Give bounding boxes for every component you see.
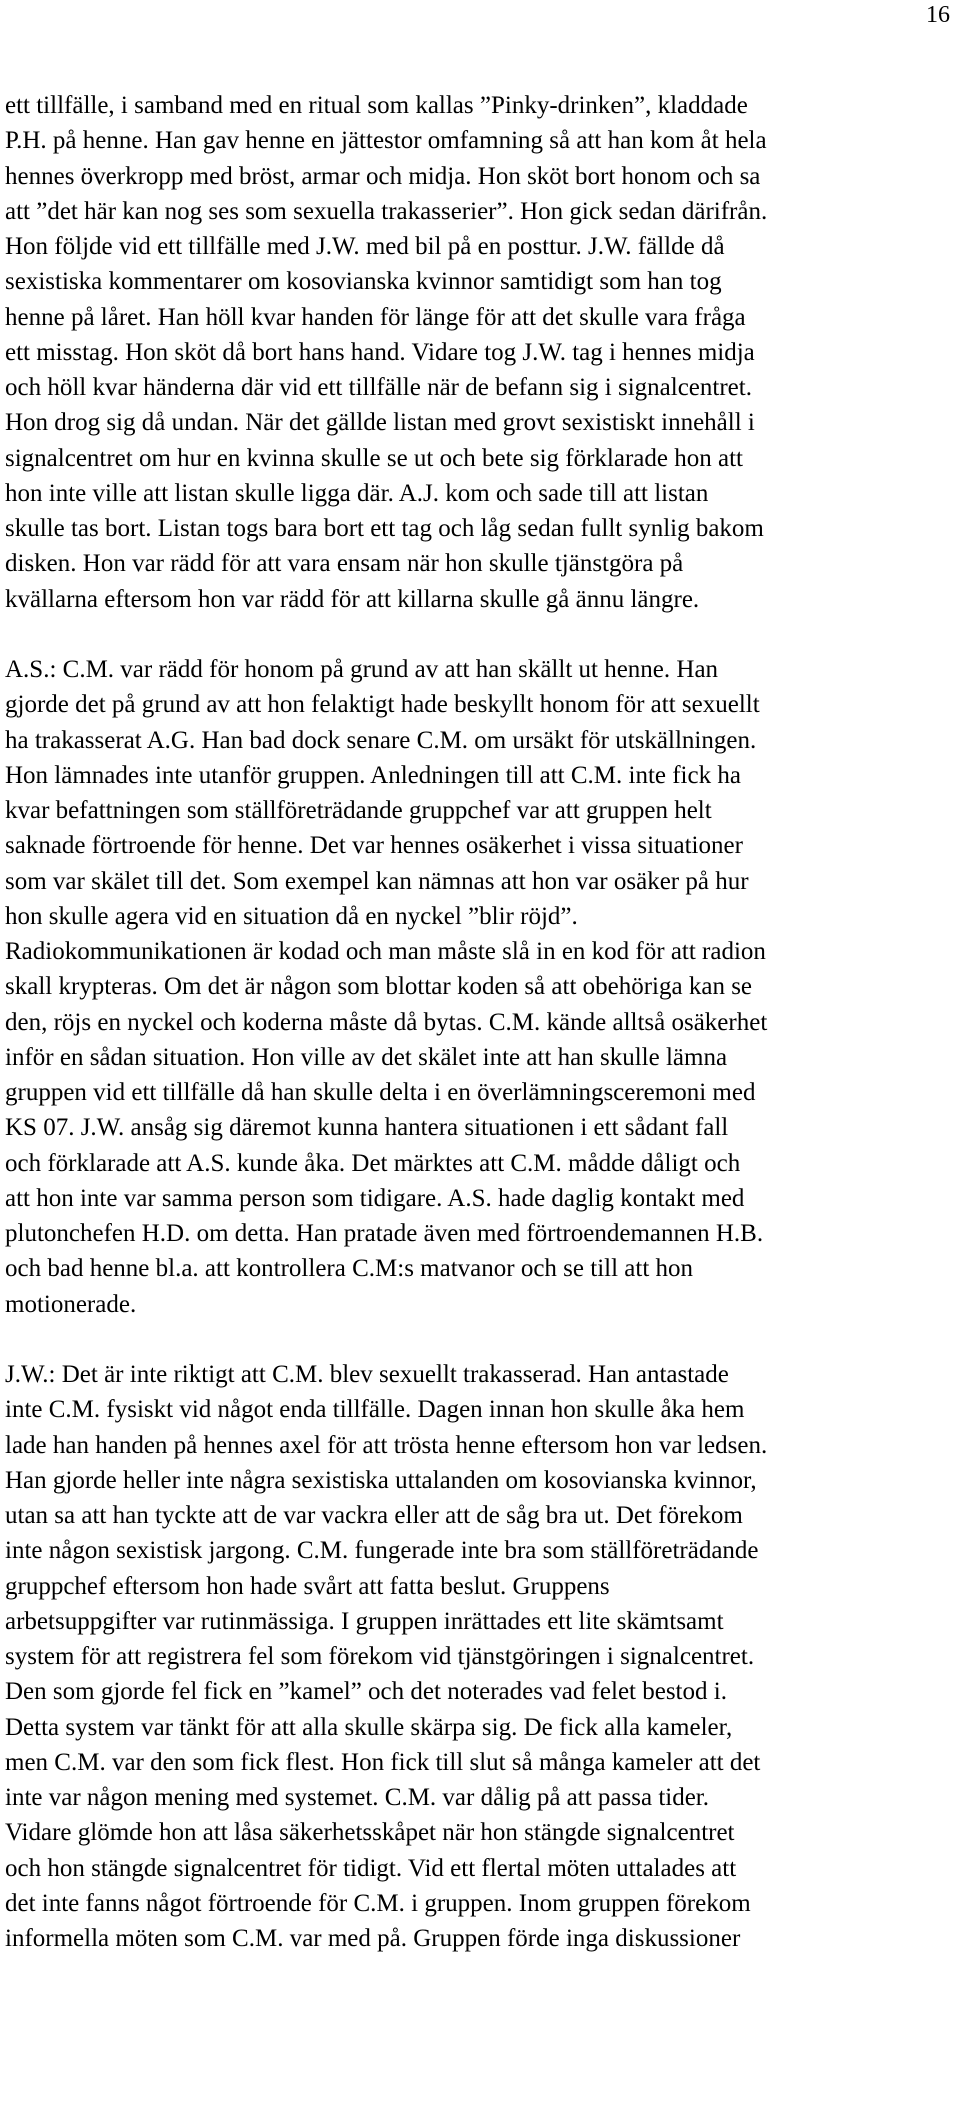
text-line: Hon lämnades inte utanför gruppen. Anledningen till att C.M. inte fick ha	[5, 761, 741, 789]
text-line: A.S.: C.M. var rädd för honom på grund av att han skällt ut henne. Han	[5, 656, 719, 683]
paragraph-gap	[5, 617, 945, 652]
text-line: arbetsuppgifter var rutinmässiga. I gruppen inrättades ett lite skämtsamt	[5, 1607, 724, 1635]
text-line: skulle tas bort. Listan togs bara bort ett tag och låg sedan fullt synlig bakom	[5, 515, 764, 542]
text-line: gruppen vid ett tillfälle då han skulle delta i en överlämningsceremoni med	[5, 1079, 756, 1106]
text-line: skall krypteras. Om det är någon som blottar koden så att obehöriga kan se	[5, 973, 753, 1001]
text-line: utan sa att han tyckte att de var vackra eller att de såg bra ut. Det förekom	[5, 1502, 743, 1529]
text-line: kvar befattningen som ställföreträdande gruppchef var att gruppen helt	[5, 797, 712, 824]
text-line: inför en sådan situation. Hon ville av det skälet inte att han skulle lämna	[5, 1043, 728, 1071]
text-line: J.W.: Det är inte riktigt att C.M. blev sexuellt trakasserad. Han antastade	[5, 1361, 729, 1388]
text-line: ett misstag. Hon sköt då bort hans hand. Vidare tog J.W. tag i hennes midja	[5, 338, 755, 366]
text-line: P.H. på henne. Han gav henne en jättestor omfamning så att han kom åt hela	[5, 127, 767, 155]
text-line: kvällarna eftersom hon var rädd för att killarna skulle gå ännu längre.	[5, 585, 700, 613]
paragraph	[5, 1357, 945, 1956]
paragraph	[5, 88, 945, 617]
text-line: att hon inte var samma person som tidigare. A.S. hade daglig kontakt med	[5, 1184, 745, 1212]
text-line: och hon stängde signalcentret för tidigt. Vid ett flertal möten uttalades att	[5, 1854, 737, 1882]
text-line: hon inte ville att listan skulle ligga där. A.J. kom och sade till att listan	[5, 479, 709, 507]
text-line: gruppchef eftersom hon hade svårt att fatta beslut. Gruppens	[5, 1572, 610, 1600]
text-line: och bad henne bl.a. att kontrollera C.M:s matvanor och se till att hon	[5, 1255, 694, 1283]
text-line: KS 07. J.W. ansåg sig däremot kunna hantera situationen i ett sådant fall	[5, 1114, 729, 1142]
text-line: Hon drog sig då undan. När det gällde listan med grovt sexistiskt innehåll i	[5, 409, 755, 437]
text-line: att ”det här kan nog ses som sexuella trakasserier”. Hon gick sedan därifrån.	[5, 197, 768, 225]
text-line: Radiokommunikationen är kodad och man måste slå in en kod för att radion	[5, 938, 766, 965]
text-line: inte någon sexistisk jargong. C.M. fungerade inte bra som ställföreträdande	[5, 1537, 759, 1565]
text-line: Hon följde vid ett tillfälle med J.W. med bil på en posttur. J.W. fällde då	[5, 233, 725, 260]
text-line: signalcentret om hur en kvinna skulle se ut och bete sig förklarade hon att	[5, 444, 743, 472]
text-line: sexistiska kommentarer om kosovianska kvinnor samtidigt som han tog	[5, 268, 722, 296]
text-line: Detta system var tänkt för att alla skulle skärpa sig. De fick alla kameler,	[5, 1713, 733, 1741]
text-line: lade han handen på hennes axel för att trösta henne eftersom hon var ledsen.	[5, 1431, 768, 1459]
text-line: som var skälet till det. Som exempel kan nämnas att hon var osäker på hur	[5, 867, 749, 895]
text-line: Vidare glömde hon att låsa säkerhetsskåpet när hon stängde signalcentret	[5, 1819, 735, 1847]
paragraph	[5, 652, 945, 1322]
text-line: plutonchefen H.D. om detta. Han pratade även med förtroendemannen H.B.	[5, 1220, 764, 1247]
text-line: disken. Hon var rädd för att vara ensam när hon skulle tjänstgöra på	[5, 550, 684, 578]
text-line: den, röjs en nyckel och koderna måste då bytas. C.M. kände alltså osäkerhet	[5, 1008, 768, 1036]
text-line: inte var någon mening med systemet. C.M. var dålig på att passa tider.	[5, 1784, 710, 1811]
paragraph-gap	[5, 1322, 945, 1357]
text-line: ha trakasserat A.G. Han bad dock senare C.M. om ursäkt för utskällningen.	[5, 726, 757, 754]
text-line: det inte fanns något förtroende för C.M. i gruppen. Inom gruppen förekom	[5, 1889, 751, 1917]
text-line: gjorde det på grund av att hon felaktigt hade beskyllt honom för att sexuellt	[5, 691, 760, 719]
text-line: inte C.M. fysiskt vid något enda tillfälle. Dagen innan hon skulle åka hem	[5, 1396, 745, 1424]
text-line: Han gjorde heller inte några sexistiska uttalanden om kosovianska kvinnor,	[5, 1466, 757, 1494]
text-line: och höll kvar händerna där vid ett tillfälle när de befann sig i signalcentret.	[5, 374, 752, 401]
text-line: saknade förtroende för henne. Det var hennes osäkerhet i vissa situationer	[5, 832, 743, 860]
text-line: informella möten som C.M. var med på. Gruppen förde inga diskussioner	[5, 1925, 741, 1952]
text-line: hon skulle agera vid en situation då en nyckel ”blir röjd”.	[5, 902, 578, 930]
page-number: 16	[926, 2, 950, 28]
text-line: och förklarade att A.S. kunde åka. Det märktes att C.M. mådde dåligt och	[5, 1149, 741, 1177]
text-line: hennes överkropp med bröst, armar och midja. Hon sköt bort honom och sa	[5, 162, 761, 190]
text-line: Den som gjorde fel fick en ”kamel” och det noterades vad felet bestod i.	[5, 1678, 727, 1706]
document-body	[5, 88, 945, 1956]
text-line: motionerade.	[5, 1290, 137, 1318]
text-line: henne på låret. Han höll kvar handen för länge för att det skulle vara fråga	[5, 303, 746, 331]
text-line: men C.M. var den som fick flest. Hon fick till slut så många kameler att det	[5, 1748, 761, 1776]
text-line: ett tillfälle, i samband med en ritual som kallas ”Pinky-drinken”, kladdade	[5, 92, 748, 119]
text-line: system för att registrera fel som förekom vid tjänstgöringen i signalcentret.	[5, 1643, 755, 1670]
